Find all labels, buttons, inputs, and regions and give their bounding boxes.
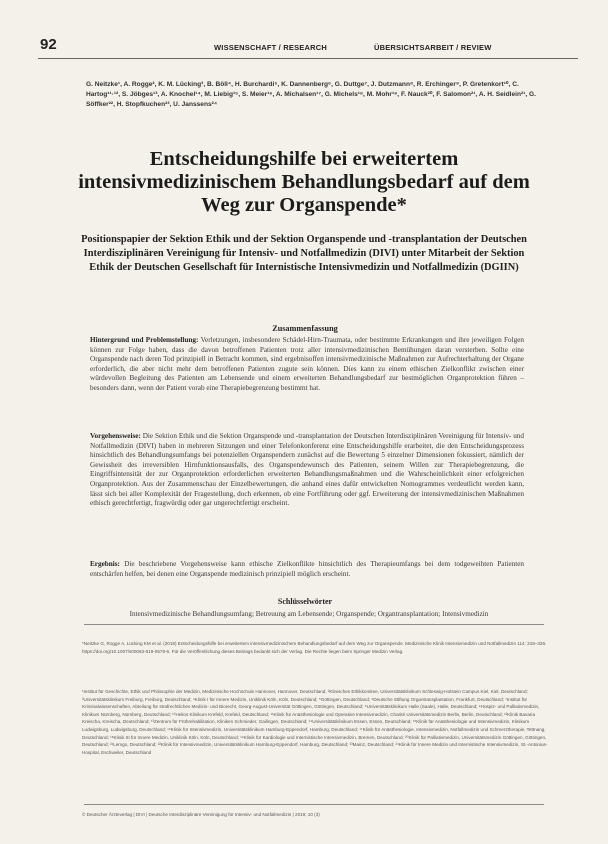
abstract-method-label: Vorgehensweise: [90, 432, 141, 440]
abstract-result-text: Die beschriebene Vorgehensweise kann ethische Zielkonflikte hinsichtlich des Therapieumfangs bei dem todgeweihten Patienten entschärfen helfen, bei denen eine Organspende medizinisch prinzipiell möglich erscheint. [90, 560, 525, 578]
footnote-affiliations: ¹Institut für Geschichte, Ethik und Philosophie der Medizin, Medizinische Hochschule Hannover, Hannover, Deutschland; ²Klinisches Ethikkomitee, Universitätsklinikum Schleswig-Holstein Campus Kiel, Kiel, Deutschland; ³Universitätsklinikum Freiburg, Freiburg, Deutschland; ⁴Klinik I für Innere Medizin, Uniklinik Köln, Köln, Deutschland; ⁵Göttingen, Deutschland; ⁶Deutsche Stiftung Organtransplantation, Frankfurt, Deutschland; ⁷Institut für Kriminalwissenschaften, Abteilung für strafrechtliches Medizin- und Biorecht, Georg-August-Universität Göttingen, Göttingen, Deutschland; ⁸Universitätsklinikum Halle (Saale), Halle, Deutschland; ⁹Hospiz- und Palliativmedizin, Klinikum Nürnberg, Nürnberg, Deutschland; ¹⁰Helios Klinikum Krefeld, Krefeld, Deutschland; ¹¹Klinik für Anästhesiologie und Operative Intensivmedizin, Charité Universitätsmedizin Berlin, Berlin, Deutschland; ¹²Klinik Bavaria Kreischa, Kreischa, Deutschland; ¹³Zentrum für Frührehabilitation, Kliniken Schmieder, Gailingen, Deutschland; ¹⁴Universitätsklinikum Essen, Essen, Deutschland; ¹⁵Klinik für Anästhesiologie und Intensivmedizin, Klinikum Ludwigsburg, Ludwigsburg, Deutschland; ¹⁶Klinik für Intensivmedizin, Universitätsklinikum Hamburg-Eppendorf, Hamburg, Deutschland; ¹⁷Klinik für Anästhesiologie, Intensivmedizin, Notfallmedizin und Schmerztherapie, Tettnang, Deutschland; ¹⁸Klinik III für Innere Medizin, Uniklinik Köln, Köln, Deutschland; ¹⁹Klinik für Kardiologie und Internistische Intensivmedizin, Bremen, Deutschland; ²⁰Klinik für Palliativmedizin, Universitätsmedizin Göttingen, Göttingen, Deutschland; ²¹Lemgo, Deutschland; ²²Klinik für Intensivmedizin, Universitätsklinikum Hamburg-Eppendorf, Hamburg, Deutschland; ²³Mainz, Deutschland; ²⁴Klinik für Innere Medizin und Internistische Intensivmedizin, St.-Antonius-Hospital, Eschweiler, Deutschland [82, 689, 548, 755]
footer-divider [84, 804, 544, 805]
abstract-background [90, 336, 524, 394]
abstract-background-text: Verletzungen, insbesondere Schädel-Hirn-Traumata, oder bestimmte Erkrankungen und ihre jeweiligen Folgen können zur Folge haben, dass die davon betroffenen Patienten trotz aller intensivmedizinischen Bemühungen daran versterben. Sollte eine Organspende nach deren Tod prinzipiell in Betracht kommen, sind ergebnisoffen intensivmedizinische Maßnahmen zur Aufrechterhaltung der Organe erforderlich, die aber nicht mehr dem betroffenen Patienten zugute sein können. Dies kann zu einem ethischen Zielkonflikt zwischen einer würdevollen Begleitung des Patienten am Lebensende und einem erweiterten Behandlungsbedarf zur bestmöglichen Organprotektion führen – besonders dann, wenn der Patient vorab eine Therapiebegrenzung bestimmt hat. [90, 336, 524, 392]
section-label-research: WISSENSCHAFT / RESEARCH [214, 43, 327, 52]
running-header [38, 36, 578, 59]
abstract-result [90, 560, 524, 579]
page-number: 92 [40, 36, 57, 53]
footnote-citation: *Neitzke G, Rogge A, Lücking KM et al. (2019) Entscheidungshilfe bei erweitertem intensivmedizinischem Behandlungsbedarf auf dem Weg zur Organspende. Medizinische Klinik Intensivmedizin und Notfallmedizin 114: 319–326. https://doi.org/10.1007/s00063-019-0578-6. Für die Veröffentlichung dieses Beitrags bedankt sich der Verlag. Die Rechte liegen beim Springer Medizin Verlag. [82, 641, 547, 654]
abstract-result-label: Ergebnis: [90, 560, 120, 568]
abstract-heading: Zusammenfassung [272, 324, 338, 333]
keywords-heading: Schlüsselwörter [277, 597, 333, 606]
abstract-method [90, 432, 524, 509]
keywords-text: Intensivmedizinische Behandlungsumfang; Betreuung am Lebensende; Organspende; Organtransplantation; Intensivmedizin [129, 610, 489, 618]
paper-title: Entscheidungshilfe bei erweitertem intensivmedizinischem Behandlungsbedarf auf dem Weg zur Organspende* [78, 148, 530, 216]
page-footer: © Deutscher Ärzteverlag | DIVI | Deutsche Interdisziplinäre Vereinigung für Intensiv- und Notfallmedizin | 2019; 10 (3) [82, 812, 320, 817]
abstract-method-text: Die Sektion Ethik und die Sektion Organspende und -transplantation der Deutschen Interdisziplinären Vereinigung für Intensiv- und Notfallmedizin (DIVI) haben in mehreren Sitzungen und einer Telefonkonferenz eine Entscheidungshilfe erarbeitet, die den Entscheidungsprozess hinsichtlich des Behandlungsumfangs bei potenziellen Organspendern zunächst auf die Bewertung 5 einzelner Dimensionen fokussiert, nämlich der Gewissheit des irreversiblen Hirnfunktionsausfalls, des Organspendewunsch des Patienten, seinem Willen zur Therapiebegrenzung, die Eingriffsintensität der zur Organprotektion erforderlichen erweiterten Behandlungsmaßnahmen und die Wahrscheinlichkeit einer erfolgreichen Organprotektion. Aus der Zusammenschau der Einzelbewertungen, die anhand eines dafür entwickelten Nomogrammes verdeutlicht werden kann, lässt sich bei aller Komplexität der Fragestellung, doch erkennen, ob eine Fortführung oder ggf. Erweiterung der intensivmedizinischen Maßnahmen ethisch gerechtfertigt, fragwürdig oder gar ungerechtfertigt erscheint. [90, 432, 524, 508]
footnote-divider [84, 624, 544, 625]
section-label-review: ÜBERSICHTSARBEIT / REVIEW [374, 43, 492, 52]
abstract-background-label: Hintergrund und Problemstellung: [90, 336, 199, 344]
paper-subtitle: Positionspapier der Sektion Ethik und der Sektion Organspende und -transplantation der Deutschen Interdisziplinären Vereinigung für Intensiv- und Notfallmedizin (DIVI) unter Mitarbeit der Sektion Ethik der Deutschen Gesellschaft für Internistische Intensivmedizin und Notfallmedizin (DGIIN) [81, 234, 527, 273]
author-list: G. Neitzke¹, A. Rogge², K. M. Lücking³, B. Böll⁴, H. Burchardi⁵, K. Dannenberg⁶, G. Duttge⁷, J. Dutzmann⁸, R. Erchinger⁹, P. Gretenkort¹⁰, C. Hartog¹¹·¹², S. Jöbges¹³, A. Knochel¹⁴, M. Liebig¹⁵, S. Meier¹⁶, A. Michalsen¹⁷, G. Michels¹⁸, M. Mohr¹⁹, F. Nauck²⁰, F. Salomon²¹, A. H. Seidlein²¹, G. Söffker²², H. Stopfkuchen²³, U. Janssens²⁴ [86, 81, 536, 108]
